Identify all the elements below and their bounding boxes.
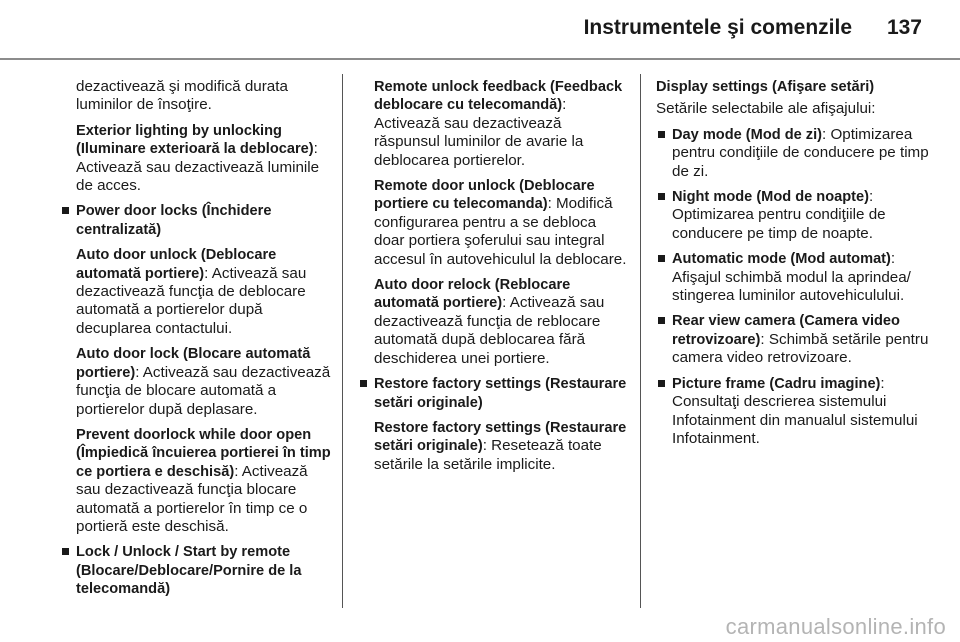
setting-description: : Resetează toate setările la setările implicite. [374,437,602,473]
setting-title: Night mode (Mod de noapte) [672,189,869,206]
list-item [656,375,932,449]
paragraph [60,426,332,536]
setting-title: Automatic mode (Mod automat) [672,251,891,268]
setting-title: Exterior lighting by unlocking (Iluminare exterioară la deblocare) [76,122,314,158]
paragraph [60,345,332,419]
bullet-icon [658,193,665,200]
setting-description: : Optimizarea pentru condiţiile de conducere pe timp de noapte. [672,188,886,242]
section-title: Lock / Unlock / Start by remote (Blocare/Deblocare/Pornire de la telecomandă) [76,544,302,598]
list-item [60,543,332,598]
setting-description: : Activează sau dezactivează funcţia de reblocare automată după deblocarea fără deschiderea unei portiere. [374,294,605,367]
setting-title: Remote unlock feedback (Feedback deblocare cu telecomandă) [374,79,623,114]
list-item [60,202,332,239]
setting-description: : Optimizarea pentru condiţiile de conducere pe timp de zi. [672,125,929,180]
list-item [656,250,932,305]
setting-title: Auto door lock (Blocare automată portiere) [76,346,311,381]
paragraph: Setările selectabile ale afişajului: [656,100,876,118]
bullet-icon [658,131,665,138]
setting-description: : Modifică configurarea pentru a se debloca doar portiera şoferului sau integral accesul în autovehiculul la deblocare. [374,195,627,268]
setting-description: : Activează sau dezactivează răspunsul luminilor de avarie la deblocarea portierelor. [374,96,584,169]
setting-title: Remote door unlock (Deblocare portiere cu telecomanda) [374,178,595,213]
setting-title: Picture frame (Cadru imagine) [672,375,881,392]
paragraph [358,419,630,474]
list-item [656,126,932,181]
setting-description: : Activează sau dezactivează funcţia blocare automată a portierelor în timp ce o portieră este deschisă. [76,462,308,535]
paragraph: Exterior lighting by unlocking (Iluminare exterioară la deblocare): Activează sau dezactivează luminile de acces. [76,122,320,195]
header-rule [0,58,960,60]
watermark: carmanualsonline.info [725,614,946,639]
setting-description: Activează sau dezactivează luminile de acces. [76,158,320,195]
list-item [656,188,932,243]
page-header [0,0,960,58]
list-item [656,312,932,367]
section-title: Restore factory settings (Restaurare setări originale) [374,376,627,411]
bullet-icon [658,255,665,262]
setting-description: : Consultaţi descrierea sistemului Infotainment din manualul sistemului Infotainment. [672,374,918,447]
paragraph [358,177,630,269]
section-title: Display settings (Afişare setări) [656,79,875,95]
setting-description: : Afişajul schimbă modul la aprindea/ stingerea luminilor autovehiculului. [672,250,911,305]
paragraph: dezactivează şi modifică durata luminilor de însoţire. [76,78,288,114]
column-2 [358,78,630,481]
setting-description: : Activează sau dezactivează funcţia de blocare automată a portierelor după deplasare. [76,363,331,418]
setting-title: Rear view camera (Camera video retrovizoare) [672,313,900,348]
setting-title: Auto door unlock (Deblocare automată portiere) [76,247,277,282]
setting-title: Day mode (Mod de zi) [672,126,822,143]
paragraph [358,78,630,170]
setting-title: Restore factory settings (Restaurare setări originale) [374,419,627,455]
bullet-icon [658,380,665,387]
page-title: Instrumentele şi comenzile [583,16,852,39]
setting-title: Auto door relock (Reblocare automată portiere) [374,277,571,312]
list-item [358,375,630,412]
bullet-icon [62,548,69,555]
setting-description: : Activează sau dezactivează funcţia de deblocare automată a portierelor după decuplarea contactului. [76,264,307,337]
paragraph [358,276,630,368]
column-1 [60,78,332,606]
setting-title: Prevent doorlock while door open (Împiedică încuierea portierei în timp ce portiera e deschisă) [76,426,331,480]
column-divider-1 [342,74,343,608]
bullet-icon [360,380,367,387]
setting-description: : Schimbă setările pentru camera video retrovizoare. [672,330,929,367]
section-title: Power door locks (Închidere centralizată) [76,203,272,238]
bullet-icon [658,317,665,324]
column-3 [656,78,932,455]
page-number: 137 [886,16,922,39]
bullet-icon [62,207,69,214]
paragraph [60,246,332,338]
column-divider-2 [640,74,641,608]
